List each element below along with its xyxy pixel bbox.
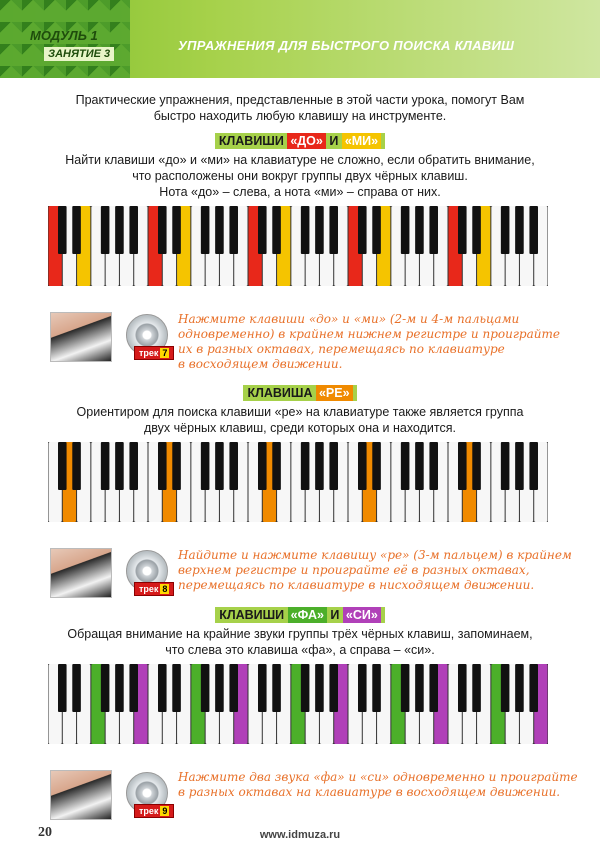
black-key [272,206,281,254]
piano-photo [50,312,112,362]
black-key [472,664,481,712]
black-key [372,442,381,490]
black-key [372,664,381,712]
black-key [401,442,410,490]
black-key [401,206,410,254]
note-line: верхнем регистре и проиграйте её в разных октавах, [178,563,530,577]
track-label: трек [139,348,159,358]
keyboard-do-mi [48,206,548,286]
heading-si: «СИ» [343,607,381,623]
black-key [458,442,467,490]
keyboard-re [48,442,548,522]
black-key [229,206,238,254]
intro-line: быстро находить любую клавишу на инструменте. [153,109,447,123]
piano-photo [50,548,112,598]
page-header [0,0,600,78]
black-key [172,664,181,712]
track-number: 7 [162,348,168,358]
black-key [529,206,538,254]
text-line: Нота «до» – слева, а нота «ми» – справа от них. [159,185,441,199]
black-key [258,442,267,490]
black-key [301,664,310,712]
heading-mi: «МИ» [342,133,381,149]
text-line: что слева это клавиша «фа», а справа – «си». [165,643,435,657]
black-key [115,442,124,490]
heading-prefix: КЛАВИШИ [219,608,288,622]
black-key [72,206,81,254]
track-label: трек [139,584,159,594]
black-key [72,664,81,712]
note-line: Найдите и нажмите клавишу «ре» (3-м пальцем) в крайнем [178,548,572,562]
heading-and: И [326,608,343,622]
section1-text [40,152,560,200]
text-line: Ориентиром для поиска клавиши «ре» на клавиатуре также является группа [76,405,524,419]
black-key [115,206,124,254]
black-key [515,664,524,712]
black-key [158,442,167,490]
text-line: Обращая внимание на крайние звуки группы трёх чёрных клавиш, запоминаем, [67,627,533,641]
note-line: их в разных октавах, перемещаясь по клавиатуре [178,342,505,356]
black-key [58,206,67,254]
section-heading-re [0,386,600,400]
black-key [58,442,67,490]
black-key [472,206,481,254]
black-key [201,664,210,712]
text-line: что расположены они вокруг группы двух чёрных клавиш. [132,169,468,183]
section3-text [40,626,560,658]
black-key [415,442,424,490]
heading-re: «РЕ» [316,385,353,401]
heading-prefix: КЛАВИШИ [218,134,288,148]
section-heading-do-mi [0,134,600,148]
exercise-note-1 [50,312,580,372]
track-badge [134,804,174,818]
black-key [458,664,467,712]
keyboard-fa-si [48,664,548,744]
black-key [129,206,138,254]
module-label: МОДУЛЬ 1 [30,28,98,43]
exercise-note-2 [50,548,580,608]
black-key [501,664,510,712]
black-key [329,442,338,490]
black-key [215,664,224,712]
black-key [272,664,281,712]
black-key [529,664,538,712]
black-key [258,206,267,254]
black-key [458,206,467,254]
note-line: в восходящем движении. [178,357,343,371]
page-number: 20 [38,825,52,840]
footer-url[interactable]: www.idmuza.ru [259,829,341,841]
black-key [172,206,181,254]
black-key [529,442,538,490]
note-line: Нажмите клавиши «до» и «ми» (2-м и 4-м пальцами [178,312,520,326]
intro-line: Практические упражнения, представленные в этой части урока, помогут Вам [75,93,525,107]
black-key [401,664,410,712]
text-line: Найти клавиши «до» и «ми» на клавиатуре не сложно, если обратить внимание, [65,153,535,167]
track-label: трек [139,806,159,816]
black-key [158,206,167,254]
black-key [101,206,110,254]
black-key [229,442,238,490]
black-key [258,664,267,712]
black-key [501,206,510,254]
section2-text [40,404,560,436]
note-line: одновременно) в крайнем нижнем регистре и проиграйте [178,327,560,341]
heading-and: И [325,134,342,148]
black-key [115,664,124,712]
heading-do: «ДО» [287,133,326,149]
black-key [129,442,138,490]
exercise-note-3 [50,770,580,830]
black-key [358,206,367,254]
black-key [515,206,524,254]
black-key [315,206,324,254]
black-key [215,442,224,490]
text-line: двух чёрных клавиш, среди которых она и находится. [144,421,456,435]
black-key [358,664,367,712]
black-key [429,442,438,490]
track-badge [134,346,174,360]
track-number: 8 [162,584,168,594]
exercise-text [178,312,598,372]
black-key [201,206,210,254]
black-key [358,442,367,490]
black-key [101,442,110,490]
black-key [501,442,510,490]
black-key [72,442,81,490]
note-line: перемещаясь по клавиатуре в нисходящем движении. [178,578,535,592]
heading-prefix: КЛАВИША [247,386,316,400]
black-key [301,206,310,254]
piano-photo [50,770,112,820]
exercise-text [178,548,598,593]
page-title: УПРАЖНЕНИЯ ДЛЯ БЫСТРОГО ПОИСКА КЛАВИШ [178,38,515,53]
black-key [272,442,281,490]
black-key [515,442,524,490]
black-key [201,442,210,490]
black-key [429,206,438,254]
black-key [172,442,181,490]
note-line: Нажмите два звука «фа» и «си» одновременно и проиграйте [178,770,578,784]
black-key [429,664,438,712]
section-heading-fa-si [0,608,600,622]
exercise-text [178,770,598,800]
note-line: в разных октавах на клавиатуре в восходящем движении. [178,785,561,799]
black-key [315,664,324,712]
black-key [315,442,324,490]
black-key [58,664,67,712]
black-key [215,206,224,254]
black-key [329,206,338,254]
heading-fa: «ФА» [288,607,327,623]
black-key [372,206,381,254]
intro-text [40,92,560,124]
black-key [415,664,424,712]
black-key [472,442,481,490]
lesson-label: ЗАНЯТИЕ 3 [44,47,114,61]
black-key [301,442,310,490]
black-key [415,206,424,254]
black-key [329,664,338,712]
track-badge [134,582,174,596]
track-number: 9 [162,806,168,816]
black-key [101,664,110,712]
black-key [129,664,138,712]
black-key [229,664,238,712]
black-key [158,664,167,712]
